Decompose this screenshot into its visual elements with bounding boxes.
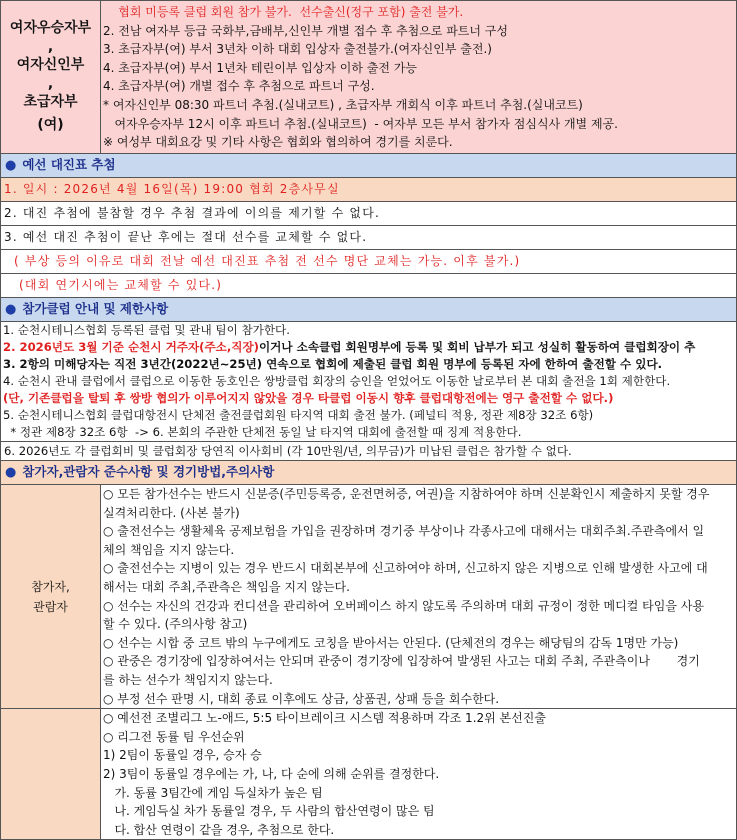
label-line: (여) (37, 117, 64, 133)
club-line: * 정관 제8장 32조 6항 -> 6. 본회의 주관한 단체전 동일 날 타지역 대회에 출전할 때 징계 적용한다. (3, 425, 522, 439)
participant-line: ○ 선수는 시합 중 코트 밖의 누구에게도 코칭을 받아서는 안된다. (단체전의 경우는 해당팀의 감독 1명만 가능) (103, 635, 679, 650)
women-line: 여자우승자부 12시 이후 파트너 추첨.(실내코트) - 여자부 모든 부서 참가자 점심식사 개별 제공. (103, 116, 618, 131)
draw-section-header-row (1, 154, 737, 178)
participant-section-header-row (1, 461, 737, 485)
participant-line: 를 하는 선수가 책임지지 않는다. (103, 672, 273, 687)
club-line: 1. 순천시테니스협회 등록된 클럽 및 관내 팀이 참가한다. (3, 323, 290, 337)
club-section-header (1, 298, 737, 322)
participant-line: 실격처리한다. (사본 불가) (103, 505, 240, 520)
method-line: ○ 리그전 동률 팀 우선순위 (103, 729, 245, 744)
participant-section-row (1, 485, 737, 709)
method-section-row (1, 709, 737, 840)
method-line: ○ 예선전 조별리그 노-애드, 5:5 타이브레이크 시스템 적용하며 각조 1.2위 본선진출 (103, 711, 546, 726)
women-line: 3. 초급자부(여) 부서 3년차 이하 대회 입상자 출전불가.(여자신인부 출전.) (103, 42, 492, 57)
club-section-content (1, 322, 737, 442)
women-line: ※ 여성부 대회요강 및 기타 사항은 협회와 협의하여 경기를 치룬다. (103, 135, 453, 150)
women-line: 협회 미등록 클럽 회원 참가 불가. 선수출신(정구 포함) 출전 불가. (103, 5, 464, 19)
club-section-header-row (1, 298, 737, 322)
women-line: 2. 전남 여자부 등급 국화부,금배부,신인부 개별 접수 후 추첨으로 파트너 구성 (103, 23, 508, 38)
club-line (1, 339, 736, 356)
draw-row (1, 274, 737, 298)
method-line: 나. 게임득실 차가 동률일 경우, 두 사람의 합산연령이 많은 팀 (103, 804, 435, 819)
participant-section-label (1, 485, 101, 709)
club-line: 3. 2항의 미해당자는 직전 3년간(2022년~25년) 연속으로 협회에 제출된 클럽 회원 명부에 등록된 자에 한하여 출전할 수 있다. (3, 357, 663, 371)
bullet-circle-icon: ● (5, 302, 17, 317)
participant-section-content (101, 485, 737, 709)
club-section-title: 참가클럽 안내 및 제한사항 (22, 301, 169, 316)
club-last-row (1, 442, 737, 461)
method-line: 1) 2팀이 동률일 경우, 승자 승 (103, 748, 262, 763)
label-line: , (47, 39, 54, 55)
participant-line: 해서는 대회 주최,주관측은 책임을 지지 않는다. (103, 579, 350, 594)
draw-row (1, 202, 737, 226)
draw-row (1, 250, 737, 274)
label-line: , (47, 76, 54, 92)
draw-exception-row: ( 부상 등의 이유로 대회 전날 예선 대진표 추첨 전 선수 명단 교체는 가능. 이후 불가.) (1, 250, 737, 274)
draw-rule-row: 3. 예선 대진 추첨이 끝난 후에는 절대 선수를 교체할 수 없다. (1, 226, 737, 250)
draw-rule-row: 2. 대진 추첨에 불참할 경우 추첨 결과에 이의를 제기할 수 없다. (1, 202, 737, 226)
women-section-content (101, 1, 737, 154)
participant-line: ○ 관중은 경기장에 입장하여서는 안되며 관중이 경기장에 입장하여 발생된 사고는 대회 주최, 주관측이나 경기 (103, 654, 700, 669)
participant-section-title: 참가자,관람자 준수사항 및 경기방법,주의사항 (22, 464, 275, 479)
draw-row (1, 178, 737, 202)
club-line: 5. 순천시테니스협회 클럽대항전시 단체전 출전클럽회원 타지역 대회 출전 불가. (페널티 적용, 정관 제8장 32조 6항) (3, 408, 594, 422)
participant-line: 할 수 있다. (주의사항 참고) (103, 617, 248, 632)
club-dues-row: 6. 2026년도 각 클럽회비 및 클럽회장 당연직 이사회비 (각 10만원/년, 의무금)가 미납된 클럽은 참가할 수 없다. (1, 442, 737, 461)
participant-line: 체의 책임을 지지 않는다. (103, 542, 235, 557)
draw-exception-row: (대회 연기시에는 교체할 수 있다.) (1, 274, 737, 298)
method-line: 2) 3팀이 동률일 경우에는 가, 나, 다 순에 의해 순위를 결정한다. (103, 766, 440, 781)
draw-section-title: 예선 대진표 추첨 (22, 157, 116, 172)
label-line: 참가자, (31, 579, 70, 594)
club-section-row (1, 322, 737, 442)
participant-line: ○ 모든 참가선수는 반드시 신분증(주민등록증, 운전면허증, 여권)을 지참하여야 하며 신분확인시 제출하지 못할 경우 (103, 487, 710, 501)
label-line: 관람자 (33, 599, 68, 614)
method-section-label (1, 709, 101, 840)
label-line: 여자신인부 (16, 57, 85, 73)
women-section-label (1, 1, 101, 154)
participant-line: ○ 출전선수는 생활체육 공제보험을 가입을 권장하며 경기중 부상이나 각종사고에 대해서는 대회주최.주관측에서 일 (103, 524, 705, 539)
participant-line: ○ 부정 선수 판명 시, 대회 종료 이후에도 상금, 상품권, 상패 등을 회수한다. (103, 691, 500, 706)
women-line: 4. 초급자부(여) 개별 접수 후 추첨으로 파트너 구성. (103, 79, 375, 94)
club-line-highlight: 2. 2026년도 3월 기준 순천시 거주자(주소,직장) (3, 340, 259, 354)
method-line: 가. 동률 3팀간에 게임 득실차가 높은 팀 (103, 785, 323, 800)
draw-section-header (1, 154, 737, 178)
method-section-content (101, 709, 737, 840)
label-line: 초급자부 (23, 94, 78, 110)
draw-row (1, 226, 737, 250)
club-line: 4. 순천시 관내 클럽에서 클럽으로 이동한 동호인은 쌍방클럽 회장의 승인을 얻었어도 이동한 날로부터 본 대회 출전을 1회 제한한다. (3, 374, 671, 388)
bullet-circle-icon: ● (5, 158, 17, 173)
bullet-circle-icon: ● (5, 465, 17, 480)
draw-date-row: 1. 일시 : 2026년 4월 16일(목) 19:00 협회 2층사무실 (1, 178, 737, 202)
participant-line: ○ 출전선수는 지병이 있는 경우 반드시 대회본부에 신고하여야 하며, 신고하지 않은 지병으로 인해 발생한 사고에 대 (103, 561, 708, 576)
label-line: 여자우승자부 (9, 20, 92, 36)
method-line: 다. 합산 연령이 같을 경우, 추첨으로 한다. (103, 822, 335, 837)
club-line-rest: 이거나 소속클럽 회원명부에 등록 및 회비 납부가 되고 성실히 활동하여 클럽회장이 추 (258, 340, 696, 354)
women-line: 4. 초급자부(여) 부서 1년차 테린이부 입상자 이하 출전 가능 (103, 60, 417, 75)
women-line: * 여자신인부 08:30 파트너 추첨.(실내코트) , 초급자부 개회식 이후 파트너 추첨.(실내코트) (103, 97, 583, 112)
women-section-row (1, 1, 737, 154)
club-line: (단, 기존클럽을 탈퇴 후 쌍방 협의가 이루어지지 않았을 경우 타클럽 이동시 향후 클럽대항전에는 영구 출전할 수 없다.) (3, 391, 614, 405)
participant-line: ○ 선수는 자신의 건강과 컨디션을 관리하여 오버페이스 하지 않도록 주의하며 대회 규정이 정한 메디컬 타임을 사용 (103, 598, 704, 613)
participant-section-header (1, 461, 737, 485)
